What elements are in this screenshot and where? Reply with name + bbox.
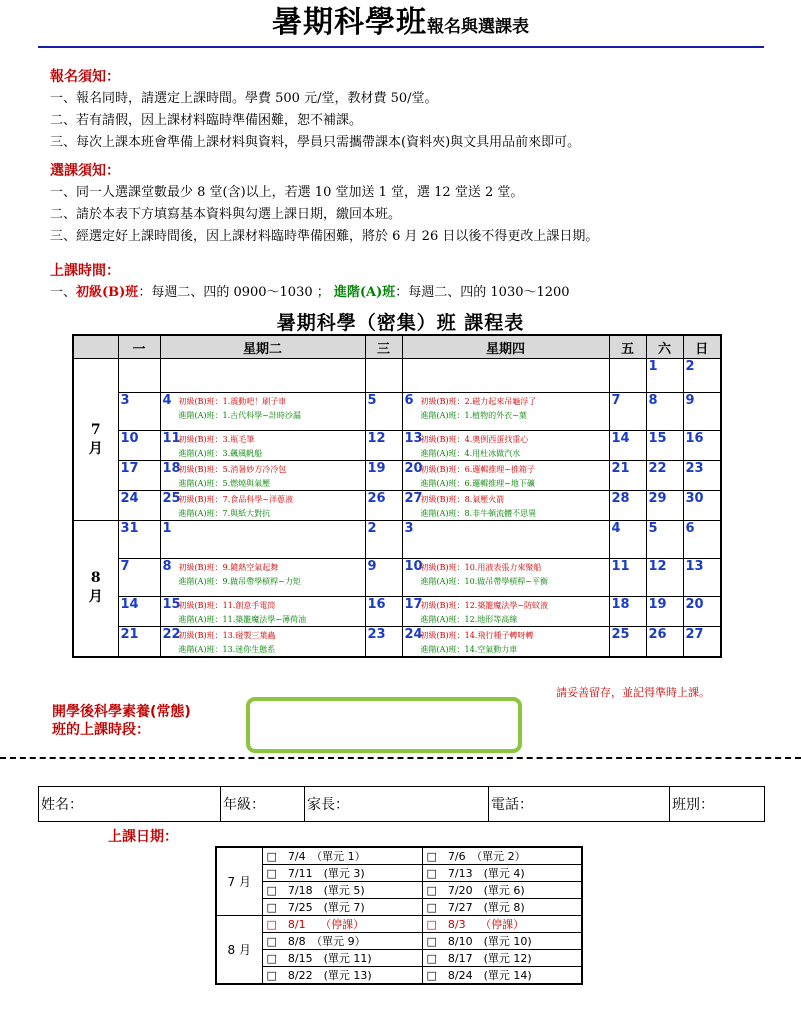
parent-field[interactable]: 家長： [305,787,489,822]
date-cell: 21 [118,627,160,657]
date-checkbox-option[interactable]: □ 8/8 （單元 9） [262,933,422,950]
date-cell: 9 [683,393,721,431]
date-cell: 7 [609,393,646,431]
header-blank [73,335,118,359]
class-date: 13 [404,431,423,446]
notice-line-3: 三、每次上課本班會準備上課材料與資料，學員只需攜帶課本(資料夾)與文具用品前來即可。 [50,135,581,150]
date-row [216,899,582,916]
registration-heading: 報名須知： [50,69,120,85]
class-date: 11 [162,431,181,446]
class-date: 3 [404,521,414,536]
class-cell [160,491,365,521]
class-cell [402,559,609,597]
class-date: 27 [404,491,423,506]
month-july: 7 月 [73,359,118,521]
student-info-table [38,786,765,822]
date-checkbox-option[interactable]: □ 7/11 (單元 3) [262,865,422,882]
class-field[interactable]: 班別： [670,787,765,822]
beginner-topic: 初級(B)班：9.隨熱空氣起舞 [178,563,279,572]
beginner-topic: 初級(B)班：4.奧例西蛋找重心 [420,435,529,444]
cut-line [0,757,801,759]
header-mon: 一 [118,335,160,359]
notice-line-2: 二、若有請假，因上課材料臨時準備困難，恕不補課。 [50,113,363,128]
date-cell: 3 [118,393,160,431]
date-cell [365,359,402,393]
advanced-topic: 進階(A)班：10.做吊帶學槓桿~平衡 [420,577,548,586]
class-cell [160,431,365,461]
date-cell: 18 [609,597,646,627]
keep-reminder: 請妥善留存，並記得準時上課。 [556,686,710,699]
class-date: 17 [404,597,423,612]
date-checkbox-option[interactable]: □ 7/20 (單元 6) [422,882,582,899]
selection-line-2: 二、請於本表下方填寫基本資料與勾選上課日期，繳回本班。 [50,207,402,222]
beginner-topic: 初級(B)班：12.築籠魔法學~防蚊液 [420,601,549,610]
class-date: 20 [404,461,423,476]
class-cell [402,431,609,461]
date-cell: 26 [646,627,683,657]
class-cell [160,461,365,491]
class-cell [160,597,365,627]
date-cell: 26 [365,491,402,521]
date-row [216,967,582,985]
class-date: 8 [162,559,172,574]
header-rule [38,46,764,48]
beginner-label: 初級(B)班 [76,285,139,300]
schedule-title: 暑期科學（密集）班 課程表 [276,312,525,334]
schedule-row [73,359,721,393]
beginner-topic: 初級(B)班：1.震動吧！刷子車 [178,397,287,406]
advanced-topic: 進階(A)班：13.迷你生態系 [178,645,276,654]
date-cell: 5 [365,393,402,431]
date-checkbox-option[interactable]: □ 8/1 （停課） [262,916,422,933]
date-cell: 12 [646,559,683,597]
class-cell [160,559,365,597]
schedule-row [73,521,721,559]
date-cell: 31 [118,521,160,559]
schedule-row [73,559,721,597]
beginner-time: ：每週二、四的 0900～1030 ； [138,285,330,300]
date-cell [402,359,609,393]
grade-field[interactable]: 年級： [221,787,305,822]
after-class-label [52,703,191,739]
advanced-topic: 進階(A)班：4.用杜冰做汽水 [420,449,521,458]
date-row [216,882,582,899]
date-checkbox-option[interactable]: □ 7/13 (單元 4) [422,865,582,882]
date-row [216,950,582,967]
class-date: 10 [404,559,423,574]
schedule-row [73,393,721,431]
beginner-topic: 初級(B)班：8.氣壓火箭 [420,495,505,504]
date-cell: 25 [609,627,646,657]
class-time-line [50,282,570,304]
header-tue: 星期二 [160,335,365,359]
date-checkbox-option[interactable]: □ 8/22 (單元 13) [262,967,422,985]
advanced-topic: 進階(A)班：6.邏輯推理~地下礦 [420,479,535,488]
date-cell: 23 [365,627,402,657]
date-cell [160,359,365,393]
date-cell: 30 [683,491,721,521]
advanced-topic: 進階(A)班：11.築籠魔法學~薄荷油 [178,615,306,624]
beginner-topic: 初級(B)班：3.瓶毛筆 [178,435,255,444]
selection-line-3: 三、經選定好上課時間後，因上課材料臨時準備困難，將於 6 月 26 日以後不得更改上課日期。 [50,229,599,244]
date-row [216,916,582,933]
advanced-topic: 進階(A)班：12.地形等高線 [420,615,518,624]
date-cell [609,359,646,393]
schedule-row [73,597,721,627]
date-cell: 23 [683,461,721,491]
date-cell: 5 [646,521,683,559]
beginner-topic: 初級(B)班：11.創意手電筒 [178,601,276,610]
dates-month-july: 7 月 [216,847,262,916]
date-cell: 11 [609,559,646,597]
dates-month-august: 8 月 [216,916,262,985]
class-cell [402,521,609,559]
date-row [216,933,582,950]
date-cell: 21 [609,461,646,491]
date-checkbox-option[interactable]: □ 7/25 (單元 7) [262,899,422,916]
date-checkbox-option[interactable]: □ 8/24 (單元 14) [422,967,582,985]
selection-line-1: 一、同一人選課堂數最少 8 堂(含)以上，若選 10 堂加送 1 堂，選 12 堂送 2 堂。 [50,185,524,200]
date-cell: 4 [609,521,646,559]
date-cell: 27 [683,627,721,657]
after-class-input-box[interactable] [246,697,522,753]
advanced-topic: 進階(A)班：3.飆風帆船 [178,449,263,458]
advanced-topic: 進階(A)班：1.植物的外衣~葉 [420,411,527,420]
student-info-row [39,787,765,822]
advanced-topic: 進階(A)班：14.空氣動力車 [420,645,518,654]
class-date: 22 [162,627,181,642]
date-cell: 29 [646,491,683,521]
advanced-topic: 進階(A)班：9.做吊帶學槓桿~力矩 [178,577,301,586]
date-checkbox-option[interactable]: □ 7/6 （單元 2） [422,847,582,865]
date-cell: 14 [118,597,160,627]
date-cell: 16 [365,597,402,627]
schedule-row [73,461,721,491]
date-cell: 7 [118,559,160,597]
date-cell: 1 [646,359,683,393]
date-checkbox-option[interactable]: □ 8/10 (單元 10) [422,933,582,950]
header-sun: 日 [683,335,721,359]
schedule-row [73,627,721,657]
selection-notice [50,160,598,248]
beginner-topic: 初級(B)班：13.碰製三葉蟲 [178,631,276,640]
dates-label: 上課日期： [108,829,178,845]
name-field[interactable]: 姓名： [39,787,221,822]
schedule-table [72,334,722,658]
beginner-topic: 初級(B)班：2.磁力起來吊龜浮了 [420,397,537,406]
class-date: 25 [162,491,181,506]
date-cell: 2 [683,359,721,393]
date-checkbox-option[interactable]: □ 8/15 (單元 11) [262,950,422,967]
class-time-prefix: 一、 [50,285,77,300]
schedule-row [73,431,721,461]
advanced-time: ：每週二、四的 1030～1200 [395,285,570,300]
page-title: 暑期科學班 [272,5,427,40]
class-date: 18 [162,461,181,476]
date-checkbox-option[interactable]: □ 8/17 (單元 12) [422,950,582,967]
advanced-label: 進階(A)班 [333,285,396,300]
date-cell: 28 [609,491,646,521]
date-checkbox-option[interactable]: □ 8/3 （停課） [422,916,582,933]
date-cell: 8 [646,393,683,431]
class-date: 24 [404,627,423,642]
date-cell: 13 [683,559,721,597]
after-class-line-2: 班的上課時段： [52,722,150,738]
date-cell: 9 [365,559,402,597]
after-class-line-1: 開學後科學素養(常態) [52,704,191,720]
header-sat: 六 [646,335,683,359]
class-date: 1 [162,521,172,536]
date-checkbox-option[interactable]: □ 7/4 （單元 1） [262,847,422,865]
class-time-heading: 上課時間： [50,263,120,279]
advanced-topic: 進階(A)班：5.燃燒與氣壓 [178,479,271,488]
class-cell [402,491,609,521]
date-cell: 22 [646,461,683,491]
date-cell: 19 [365,461,402,491]
registration-notice [50,66,580,154]
date-cell: 14 [609,431,646,461]
class-cell [160,521,365,559]
schedule-row [73,491,721,521]
dates-table [215,846,583,985]
beginner-topic: 初級(B)班：10.用液表張力來聚船 [420,563,542,572]
page-header [0,0,801,48]
class-cell [402,627,609,657]
advanced-topic: 進階(A)班：8.非牛頓流體不思異 [420,509,537,518]
class-date: 6 [404,393,414,408]
date-cell: 15 [646,431,683,461]
class-cell [160,393,365,431]
month-august: 8 月 [73,521,118,657]
class-cell [402,597,609,627]
date-checkbox-option[interactable]: □ 7/18 (單元 5) [262,882,422,899]
date-cell: 24 [118,491,160,521]
notice-line-1: 一、報名同時，請選定上課時間。學費 500 元/堂，教材費 50/堂。 [50,91,438,106]
date-cell: 2 [365,521,402,559]
date-cell: 12 [365,431,402,461]
class-cell [402,461,609,491]
beginner-topic: 初級(B)班：6.邏輯推理~推箱子 [420,465,535,474]
beginner-topic: 初級(B)班：14.飛行種子轉呀轉 [420,631,534,640]
date-row [216,865,582,882]
phone-field[interactable]: 電話： [489,787,670,822]
date-row [216,847,582,865]
class-cell [160,627,365,657]
date-cell: 19 [646,597,683,627]
beginner-topic: 初級(B)班：5.消暑妙方冷冷包 [178,465,287,474]
class-cell [402,393,609,431]
date-cell: 16 [683,431,721,461]
header-thu: 星期四 [402,335,609,359]
class-date: 4 [162,393,172,408]
schedule-header-row [73,335,721,359]
date-cell: 6 [683,521,721,559]
header-fri: 五 [609,335,646,359]
date-cell: 10 [118,431,160,461]
class-date: 15 [162,597,181,612]
selection-heading: 選課須知： [50,163,120,179]
date-checkbox-option[interactable]: □ 7/27 (單元 8) [422,899,582,916]
page-subtitle: 報名與選課表 [427,17,529,37]
date-cell: 20 [683,597,721,627]
class-time [50,260,570,304]
beginner-topic: 初級(B)班：7.食品科學~洋蔥液 [178,495,293,504]
date-cell [118,359,160,393]
advanced-topic: 進階(A)班：7.與紙大對抗 [178,509,271,518]
advanced-topic: 進階(A)班：1.古代科學~計時沙漏 [178,411,301,420]
header-wed: 三 [365,335,402,359]
date-cell: 17 [118,461,160,491]
